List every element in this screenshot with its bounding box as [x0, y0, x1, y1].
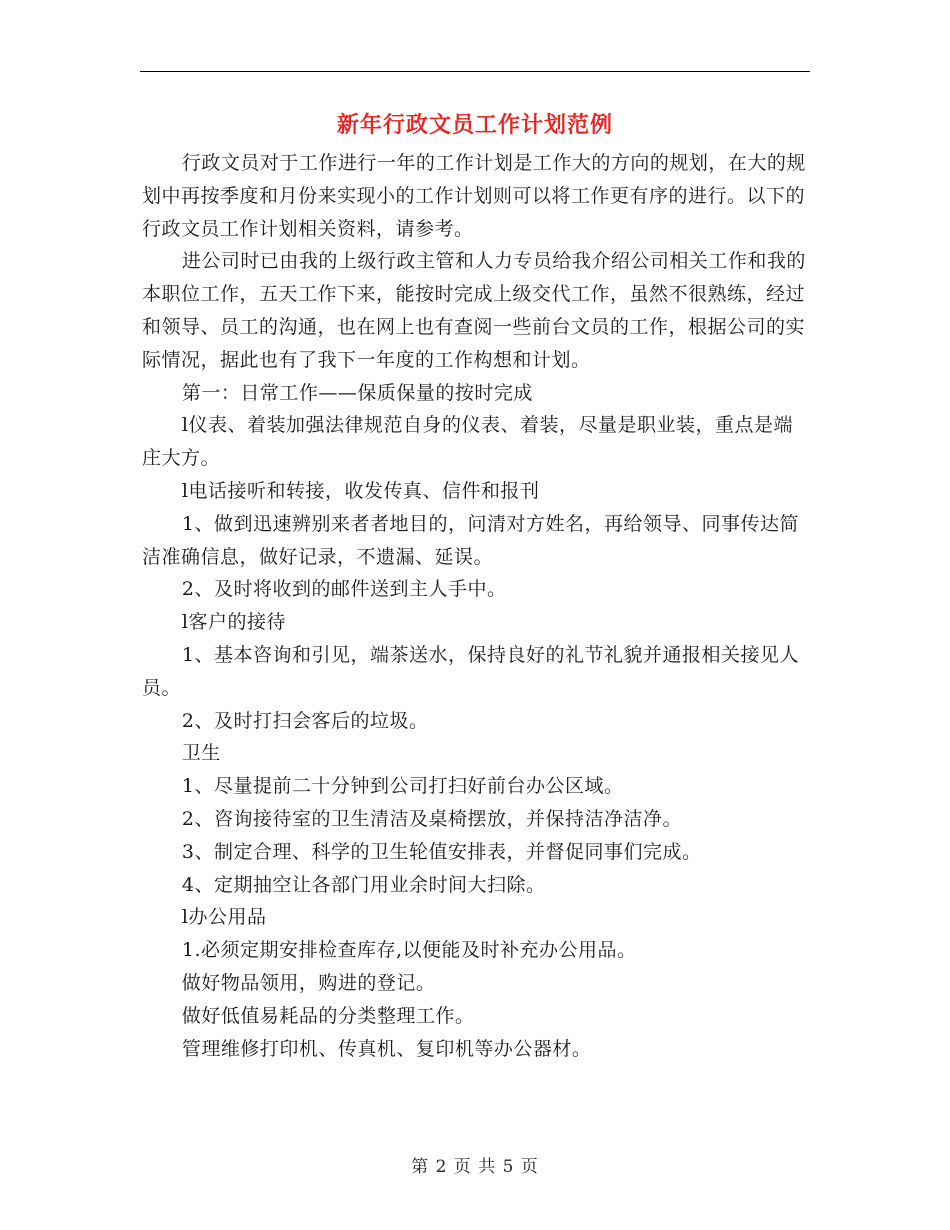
paragraph: 4、定期抽空让各部门用业余时间大扫除。	[181, 873, 546, 896]
header-rule	[140, 71, 810, 72]
paragraph: l客户的接待	[181, 611, 286, 634]
paragraph: 2、咨询接待室的卫生清洁及桌椅摆放，并保持洁净洁净。	[181, 807, 682, 830]
paragraph: 3、制定合理、科学的卫生轮值安排表，并督促同事们完成。	[181, 840, 702, 863]
paragraph: 1、尽量提前二十分钟到公司打扫好前台办公区域。	[181, 775, 624, 798]
paragraph: 进公司时已由我的上级行政主管和人力专员给我介绍公司相关工作和我的本职位工作，五天工作下来，能按时完成上级交代工作，虽然不很熟练，经过和领导、员工的沟通，也在网上也有查阅一些前台文员的工作，根据公司的实际情况，据此也有了我下一年度的工作构想和计划。	[142, 250, 806, 371]
paragraph: 管理维修打印机、传真机、复印机等办公器材。	[181, 1037, 592, 1060]
paragraph: 1、做到迅速辨别来者者地目的，问清对方姓名，再给领导、同事传达简洁准确信息，做好记录，不遗漏、延误。	[142, 512, 799, 568]
paragraph: 2、及时将收到的邮件送到主人手中。	[181, 578, 507, 601]
paragraph: l办公用品	[181, 906, 267, 929]
paragraph: 1、基本咨询和引见，端茶送水，保持良好的礼节礼貌并通报相关接见人员。	[142, 643, 799, 699]
paragraph: l仪表、着装加强法律规范自身的仪表、着装，尽量是职业装，重点是端庄大方。	[142, 414, 793, 470]
paragraph: 行政文员对于工作进行一年的工作计划是工作大的方向的规划，在大的规划中再按季度和月份来实现小的工作计划则可以将工作更有序的进行。以下的行政文员工作计划相关资料，请参考。	[142, 152, 806, 240]
section-heading: 第一：日常工作——保质保量的按时完成	[181, 381, 533, 404]
document-title: 新年行政文员工作计划范例	[336, 112, 613, 138]
paragraph: 1.必须定期安排检查库存,以便能及时补充办公用品。	[181, 939, 637, 962]
document-body	[142, 147, 810, 1065]
paragraph: 卫生	[181, 742, 221, 765]
paragraph: 做好物品领用，购进的登记。	[181, 971, 436, 994]
paragraph: l电话接听和转接，收发传真、信件和报刊	[181, 479, 540, 502]
paragraph: 做好低值易耗品的分类整理工作。	[181, 1004, 475, 1027]
paragraph: 2、及时打扫会客后的垃圾。	[181, 709, 429, 732]
page-footer: 第 2 页 共 5 页	[411, 1157, 539, 1177]
